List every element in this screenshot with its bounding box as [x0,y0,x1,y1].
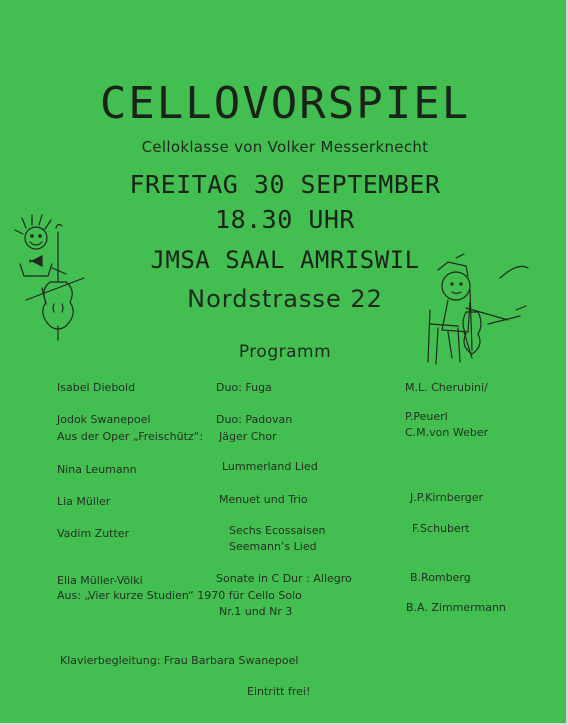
program-performer: Jodok Swanepoel [57,413,151,426]
program-piece: Duo: Fuga [216,381,272,394]
program-composer: B.A. Zimmermann [406,601,506,614]
program-piece: Jäger Chor [219,430,277,443]
cello-player-left-doodle [12,212,90,350]
event-time: 18.30 UHR [215,205,355,234]
admission-note: Eintritt frei! [247,685,311,698]
program-piece: Sechs Ecossaisen [229,524,326,537]
program-performer: Aus der Oper „Freischütz“: [57,430,204,443]
program-piece: Sonate in C Dur : Allegro [216,572,352,585]
accompaniment-note: Klavierbegleitung: Frau Barbara Swanepoel [60,654,299,667]
program-piece: Duo: Padovan [216,413,293,426]
program-composer: M.L. Cherubini/ [405,381,488,394]
program-composer: C.M.von Weber [405,426,489,439]
program-performer: Lia Müller [57,495,111,508]
program-composer: J.P.Kirnberger [410,491,484,504]
program-performer: Vadim Zutter [57,527,130,540]
event-street: Nordstrasse 22 [187,285,383,313]
program-performer: Isabel Diebold [57,381,136,394]
program-piece: Seemann’s Lied [229,540,317,553]
program-piece: Nr.1 und Nr 3 [219,605,293,618]
cello-player-right-doodle [408,250,538,380]
program-piece: Lummerland Lied [222,460,318,473]
poster-subtitle: Celloklasse von Volker Messerknecht [141,138,429,156]
program-performer: Aus: „Vier kurze Studien“ 1970 für Cello Solo [57,589,302,602]
program-piece: Menuet und Trio [219,493,308,506]
program-performer: Elia Müller-Völki [57,574,143,587]
program-composer: B.Romberg [410,571,471,584]
event-venue: JMSA SAAL AMRISWIL [150,246,420,274]
program-composer: F.Schubert [412,522,470,535]
program-heading: Programm [238,342,332,362]
event-date: FREITAG 30 SEPTEMBER [129,170,441,199]
program-composer: P.Peuerl [405,410,448,423]
program-performer: Nina Leumann [57,463,137,476]
poster-title: CELLOVORSPIEL [99,78,471,129]
